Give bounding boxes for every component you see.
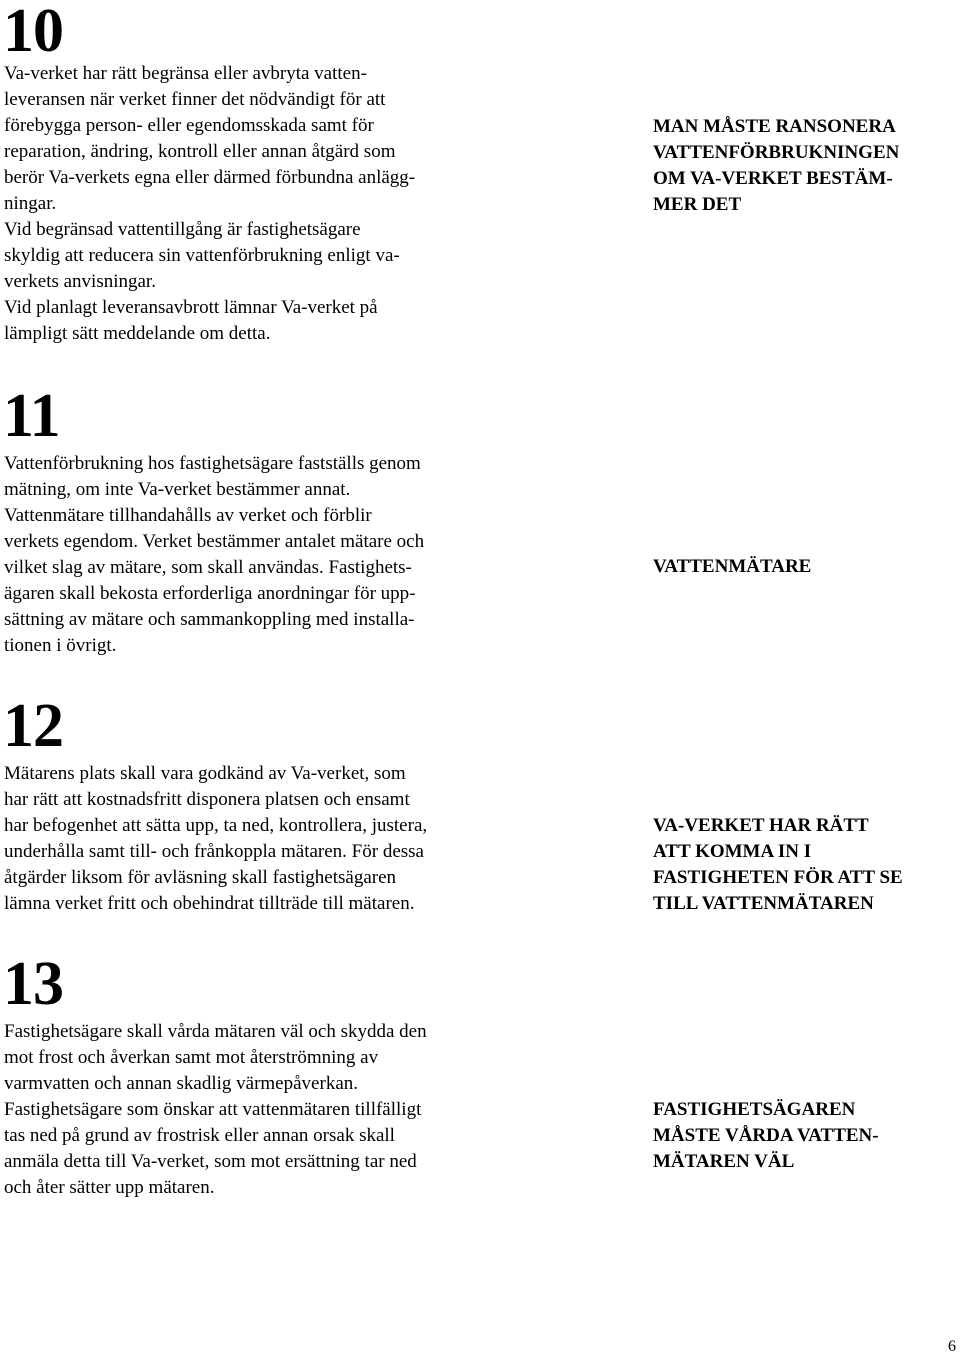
body-line: sättning av mätare och sammankoppling med installa-	[4, 609, 415, 630]
body-line: underhålla samt till- och frånkoppla mätaren. För dessa	[4, 841, 424, 862]
body-line: skyldig att reducera sin vattenförbrukning enligt va-	[4, 245, 400, 266]
section-body	[4, 761, 514, 917]
body-line: anmäla detta till Va-verket, som mot ersättning tar ned	[4, 1151, 417, 1172]
body-line: mot frost och åverkan samt mot återströmning av	[4, 1047, 379, 1068]
body-line: Vattenmätare tillhandahålls av verket och förblir	[4, 505, 372, 526]
body-line: lämna verket fritt och obehindrat tillträde till mätaren.	[4, 893, 415, 914]
margin-note	[653, 1097, 958, 1175]
body-line: verkets anvisningar.	[4, 271, 156, 292]
margin-line: FASTIGHETEN FÖR ATT SE	[653, 867, 903, 888]
margin-note	[653, 114, 958, 218]
section-body	[4, 61, 514, 347]
section-body	[4, 451, 514, 659]
margin-line: VATTENFÖRBRUKNINGEN	[653, 142, 900, 163]
body-line: Va-verket har rätt begränsa eller avbryta vatten-	[4, 63, 367, 84]
margin-line: OM VA-VERKET BESTÄM-	[653, 168, 893, 189]
body-line: Mätarens plats skall vara godkänd av Va-verket, som	[4, 763, 406, 784]
body-line: leveransen när verket finner det nödvändigt för att	[4, 89, 386, 110]
margin-note	[653, 554, 958, 580]
margin-line: VA-VERKET HAR RÄTT	[653, 815, 869, 836]
body-line: Vid begränsad vattentillgång är fastighetsägare	[4, 219, 361, 240]
margin-line: MAN MÅSTE RANSONERA	[653, 116, 896, 137]
margin-line: MER DET	[653, 194, 742, 215]
body-line: verkets egendom. Verket bestämmer antalet mätare och	[4, 531, 425, 552]
margin-line: MÄTAREN VÄL	[653, 1151, 795, 1172]
section-number: 10	[3, 0, 63, 65]
margin-line: ATT KOMMA IN I	[653, 841, 812, 862]
body-line: mätning, om inte Va-verket bestämmer annat.	[4, 479, 351, 500]
body-line: ningar.	[4, 193, 57, 214]
body-line: ägaren skall bekosta erforderliga anordningar för upp-	[4, 583, 416, 604]
margin-note	[653, 813, 958, 917]
body-line: åtgärder liksom för avläsning skall fastighetsägaren	[4, 867, 397, 888]
body-line: har rätt att kostnadsfritt disponera platsen och ensamt	[4, 789, 410, 810]
body-line: Fastighetsägare skall vårda mätaren väl och skydda den	[4, 1021, 427, 1042]
page-number: 6	[948, 1338, 956, 1355]
body-line: varmvatten och annan skadlig värmepåverkan.	[4, 1073, 358, 1094]
body-line: lämpligt sätt meddelande om detta.	[4, 323, 271, 344]
body-line: Vid planlagt leveransavbrott lämnar Va-verket på	[4, 297, 378, 318]
section-body	[4, 1019, 514, 1201]
section-number: 11	[3, 382, 60, 450]
section-number: 12	[3, 692, 63, 760]
body-line: tas ned på grund av frostrisk eller annan orsak skall	[4, 1125, 395, 1146]
margin-line: FASTIGHETSÄGAREN	[653, 1099, 856, 1120]
section-number: 13	[3, 950, 63, 1018]
margin-line: TILL VATTENMÄTAREN	[653, 893, 874, 914]
margin-line: MÅSTE VÅRDA VATTEN-	[653, 1125, 879, 1146]
body-line: vilket slag av mätare, som skall användas. Fastighets-	[4, 557, 412, 578]
body-line: berör Va-verkets egna eller därmed förbundna anlägg-	[4, 167, 416, 188]
body-line: reparation, ändring, kontroll eller annan åtgärd som	[4, 141, 396, 162]
body-line: Fastighetsägare som önskar att vattenmätaren tillfälligt	[4, 1099, 422, 1120]
body-line: tionen i övrigt.	[4, 635, 117, 656]
body-line: har befogenhet att sätta upp, ta ned, kontrollera, justera,	[4, 815, 428, 836]
body-line: Vattenförbrukning hos fastighetsägare fastställs genom	[4, 453, 421, 474]
margin-line: VATTENMÄTARE	[653, 556, 812, 577]
body-line: och åter sätter upp mätaren.	[4, 1177, 215, 1198]
body-line: förebygga person- eller egendomsskada samt för	[4, 115, 374, 136]
